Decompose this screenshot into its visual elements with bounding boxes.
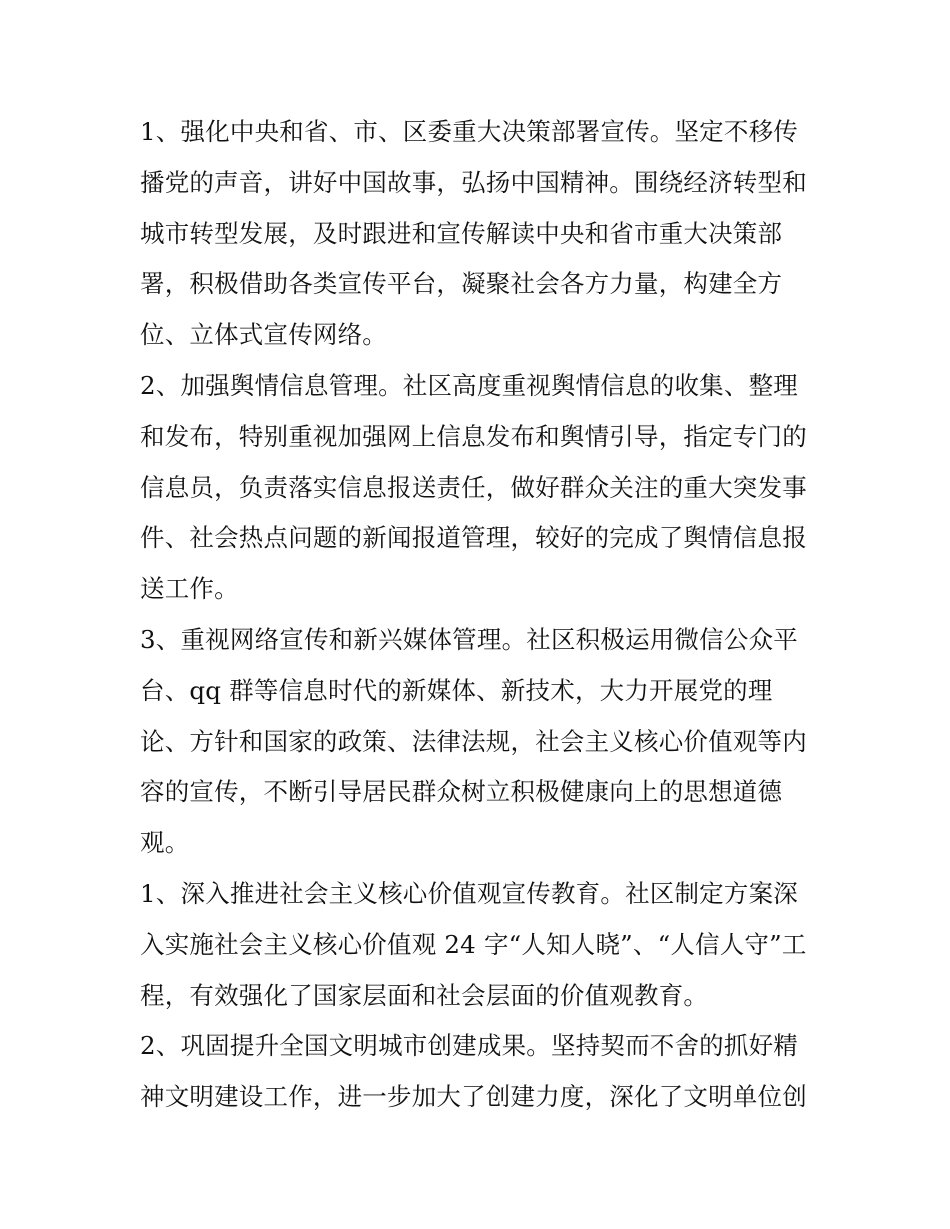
text-line: 送工作。	[140, 574, 239, 604]
text-line: 入实施社会主义核心价值观 24 字“人知人晓”、“人信人守”工	[140, 929, 807, 959]
text-line: 神文明建设工作，进一步加大了创建力度，深化了文明单位创	[140, 1082, 807, 1112]
text-line: 台、qq 群等信息时代的新媒体、新技术，大力开展党的理	[140, 675, 773, 705]
text-line: 城市转型发展，及时跟进和宣传解读中央和省市重大决策部	[140, 218, 783, 248]
text-line: 1、深入推进社会主义核心价值观宣传教育。社区制定方案深	[140, 878, 798, 908]
text-line: 容的宣传，不断引导居民群众树立积极健康向上的思想道德	[140, 777, 783, 807]
document-body	[140, 107, 830, 1123]
text-line: 件、社会热点问题的新闻报道管理，较好的完成了舆情信息报	[140, 523, 807, 553]
text-line: 和发布，特别重视加强网上信息发布和舆情引导，指定专门的	[140, 421, 807, 451]
text-line: 程，有效强化了国家层面和社会层面的价值观教育。	[140, 980, 709, 1010]
text-line: 1、强化中央和省、市、区委重大决策部署宣传。坚定不移传	[140, 117, 798, 146]
text-line: 署，积极借助各类宣传平台，凝聚社会各方力量，构建全方	[140, 269, 783, 299]
text-line: 信息员，负责落实信息报送责任，做好群众关注的重大突发事	[140, 472, 807, 502]
text-line: 位、立体式宣传网络。	[140, 320, 387, 350]
text-line: 2、巩固提升全国文明城市创建成果。坚持契而不舍的抓好精	[140, 1031, 798, 1061]
text-line: 2、加强舆情信息管理。社区高度重视舆情信息的收集、整理	[140, 370, 798, 400]
text-line: 观。	[140, 828, 190, 858]
text-line: 论、方针和国家的政策、法律法规，社会主义核心价值观等内	[140, 726, 807, 756]
text-line: 播党的声音，讲好中国故事，弘扬中国精神。围绕经济转型和	[140, 167, 807, 197]
text-line: 3、重视网络宣传和新兴媒体管理。社区积极运用微信公众平	[140, 624, 798, 654]
